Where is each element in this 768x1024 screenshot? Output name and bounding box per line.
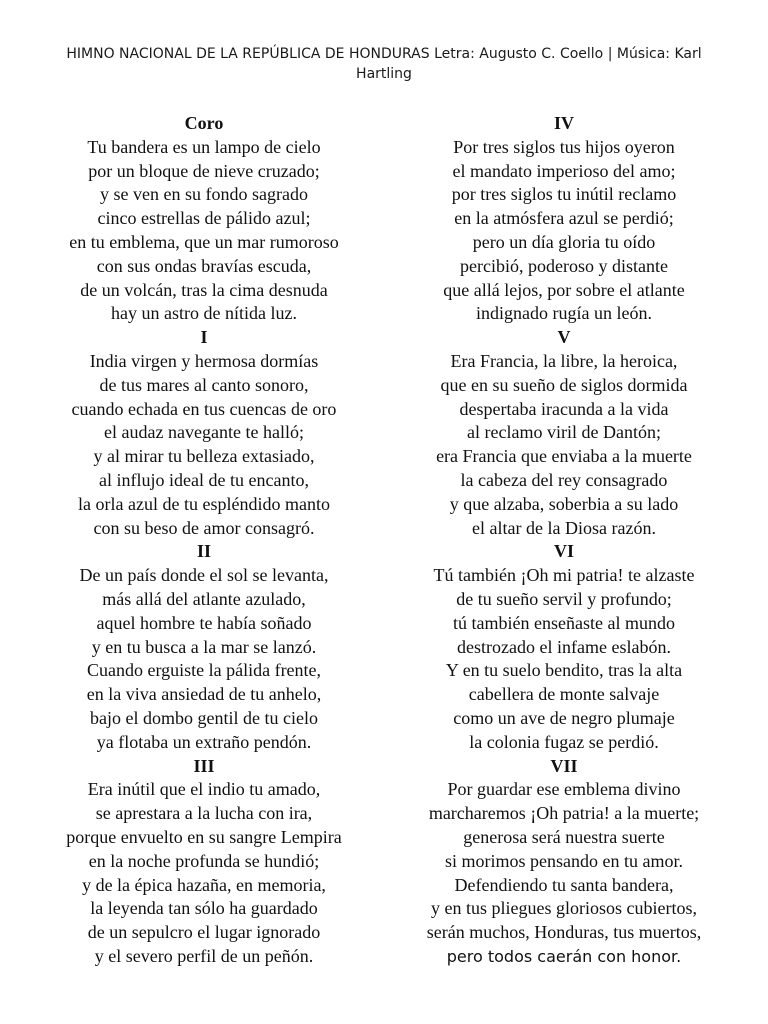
- stanza-v: [394, 326, 734, 540]
- verse-line: Cuando erguiste la pálida frente,: [86, 660, 322, 681]
- stanza-i: [34, 326, 374, 540]
- stanza-title: III: [193, 755, 215, 776]
- verse-line: y se ven en su fondo sagrado: [100, 184, 308, 205]
- stanza-title: VII: [550, 755, 578, 776]
- stanza-ii: [34, 540, 374, 754]
- right-column: [394, 112, 734, 969]
- verse-line: India virgen y hermosa dormías: [89, 350, 319, 371]
- verse-line: serán muchos, Honduras, tus muertos,: [426, 922, 702, 943]
- stanza-coro: [34, 112, 374, 326]
- verse-line: Defendiendo tu santa bandera,: [454, 874, 674, 895]
- verse-line: y en tus pliegues gloriosos cubiertos,: [431, 898, 697, 919]
- verse-line: que allá lejos, por sobre el atlante: [443, 279, 685, 300]
- verse-line: la orla azul de tu espléndido manto: [78, 493, 330, 514]
- verse-line: con su beso de amor consagró.: [93, 517, 315, 538]
- verse-line: destrozado el infame eslabón.: [457, 636, 671, 657]
- verse-line: cinco estrellas de pálido azul;: [97, 208, 311, 229]
- verse-line: que en su sueño de siglos dormida: [440, 374, 688, 395]
- verse-line: y de la épica hazaña, en memoria,: [82, 874, 326, 895]
- stanza-iii: [34, 755, 374, 969]
- verse-line: la leyenda tan sólo ha guardado: [90, 898, 318, 919]
- verse-line: con sus ondas bravías escuda,: [96, 255, 312, 276]
- verse-line: bajo el dombo gentil de tu cielo: [90, 707, 318, 728]
- verse-line: cabellera de monte salvaje: [468, 684, 660, 705]
- verse-line: Por guardar ese emblema divino: [447, 779, 681, 800]
- verse-line: si morimos pensando en tu amor.: [445, 850, 683, 871]
- verse-line: porque envuelto en su sangre Lempira: [66, 826, 342, 847]
- verse-line: en la viva ansiedad de tu anhelo,: [86, 684, 322, 705]
- verse-line: en tu emblema, que un mar rumoroso: [69, 231, 339, 252]
- verse-line: como un ave de negro plumaje: [453, 707, 675, 728]
- verse-line: por tres siglos tu inútil reclamo: [451, 184, 677, 205]
- verse-line: Por tres siglos tus hijos oyeron: [453, 136, 675, 157]
- stanza-title: VI: [553, 541, 574, 562]
- verse-line: el mandato imperioso del amo;: [452, 160, 676, 181]
- verse-line: Tú también ¡Oh mi patria! te alzaste: [433, 565, 695, 586]
- stanza-title: IV: [553, 113, 574, 133]
- verse-line: y el severo perfil de un peñón.: [94, 945, 314, 966]
- verse-line: de un sepulcro el lugar ignorado: [87, 922, 321, 943]
- verse-line: al reclamo viril de Dantón;: [467, 422, 661, 443]
- verse-line: marcharemos ¡Oh patria! a la muerte;: [428, 803, 700, 824]
- verse-line: más allá del atlante azulado,: [102, 588, 306, 609]
- verse-line: el altar de la Diosa razón.: [472, 517, 656, 538]
- verse-line: De un país donde el sol se levanta,: [79, 565, 329, 586]
- verse-line: y en tu busca a la mar se lanzó.: [91, 636, 317, 657]
- verse-line: pero un día gloria tu oído: [472, 231, 656, 252]
- verse-line: aquel hombre te había soñado: [96, 612, 312, 633]
- verse-line: generosa será nuestra suerte: [463, 826, 665, 847]
- stanza-vi: [394, 540, 734, 754]
- stanza-vii: [394, 755, 734, 969]
- verse-line: en la noche profunda se hundió;: [88, 850, 320, 871]
- verse-line: percibió, poderoso y distante: [460, 255, 668, 276]
- verse-line: se aprestara a la lucha con ira,: [95, 803, 313, 824]
- stanza-title: I: [200, 327, 208, 348]
- stanza-iv: [394, 112, 734, 326]
- stanza-title: Coro: [184, 113, 224, 133]
- verse-line: tú también enseñaste al mundo: [453, 612, 675, 633]
- verse-line: y que alzaba, soberbia a su lado: [449, 493, 679, 514]
- verse-line: Y en tu suelo bendito, tras la alta: [445, 660, 683, 681]
- stanza-title: II: [196, 541, 211, 562]
- left-column: [34, 112, 374, 969]
- document-header: [40, 44, 728, 84]
- verse-line: de tus mares al canto sonoro,: [99, 374, 309, 395]
- verse-line: pero todos caerán con honor.: [446, 946, 682, 966]
- verse-line: era Francia que enviaba a la muerte: [436, 446, 692, 467]
- verse-line: cuando echada en tus cuencas de oro: [71, 398, 337, 419]
- verse-line: de un volcán, tras la cima desnuda: [80, 279, 328, 300]
- verse-line: de tu sueño servil y profundo;: [456, 588, 672, 609]
- verse-line: en la atmósfera azul se perdió;: [454, 208, 674, 229]
- verse-line: Era Francia, la libre, la heroica,: [450, 350, 678, 371]
- verse-line: la cabeza del rey consagrado: [460, 469, 668, 490]
- verse-line: Tu bandera es un lampo de cielo: [87, 136, 321, 157]
- verse-line: el audaz navegante te halló;: [104, 422, 304, 443]
- verse-line: por un bloque de nieve cruzado;: [88, 160, 320, 181]
- verse-line: la colonia fugaz se perdió.: [469, 731, 659, 752]
- verse-line: hay un astro de nítida luz.: [111, 303, 297, 324]
- verse-line: al influjo ideal de tu encanto,: [99, 469, 309, 490]
- verse-line: y al mirar tu belleza extasiado,: [93, 446, 315, 467]
- verse-line: ya flotaba un extraño pendón.: [96, 731, 312, 752]
- verse-line: indignado rugía un león.: [476, 303, 652, 324]
- verse-line: despertaba iracunda a la vida: [459, 398, 669, 419]
- stanza-title: V: [557, 327, 571, 348]
- document-title: HIMNO NACIONAL DE LA REPÚBLICA DE HONDURAS Letra: Augusto C. Coello | Música: Karl Hartling: [66, 46, 702, 82]
- verse-line: Era inútil que el indio tu amado,: [87, 779, 321, 800]
